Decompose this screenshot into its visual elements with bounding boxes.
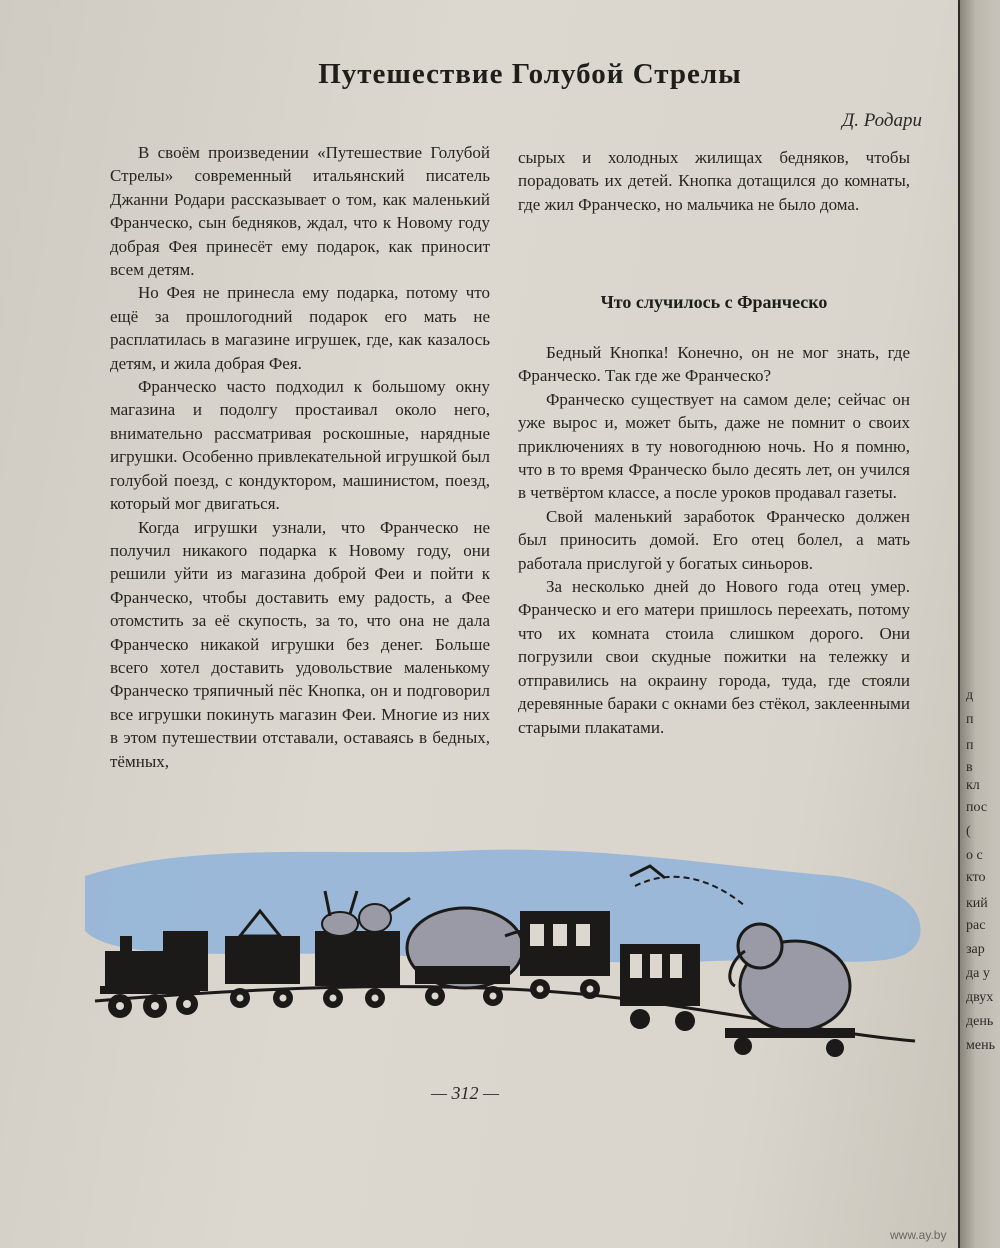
paragraph: В своём произведении «Путешествие Голубой Стрелы» современный итальянский писатель Джанни Родари рассказывает о том, как маленький Франческо, сын бедняков, ждал, что к Новому году добрая Фея принесёт ему подарок, как приносит всем детям.	[110, 143, 490, 280]
watermark: www.ay.by	[890, 1228, 947, 1242]
paragraph: Когда игрушки узнали, что Франческо не получил никакого подарка к Новому году, они решили уйти из магазина доброй Феи и пойти к Франческо, чтобы доставить ему радость, а Фее отомстить за её скупость, за то, что она не дала Франческо никакой игрушки без денег. Больше всего хотел доставить удовольствие маленькому Франческо тряпичный пёс Кнопка, он и подговорил все игрушки покинуть магазин Феи. Многие из них в этом путешествии отставали, оставаясь в бедных, тёмных,	[110, 517, 490, 771]
paragraph: Франческо часто подходил к большому окну магазина и подолгу простаивал около него, внимательно рассматривая роскошные, нарядные игрушки. Особенно привлекательной игрушкой был голубой поезд, с кондуктором, машинистом, поезд, который мог двигаться.	[110, 377, 490, 514]
paragraph: Бедный Кнопка! Конечно, он не мог знать, где Франческо. Так где же Франческо?	[518, 343, 910, 386]
page-fragment: п	[966, 712, 974, 727]
page-fragment: кто	[966, 870, 986, 885]
page-fragment: п	[966, 738, 974, 753]
adjacent-page-edge	[960, 0, 1000, 1248]
page-fragment: двух	[966, 990, 994, 1005]
page-fragment: д	[966, 688, 974, 703]
wagon-icon	[520, 911, 610, 999]
paragraph: Но Фея не принесла ему подарка, потому что ещё за прошлогодний подарок его мать не расплатилась в магазине игрушек, где, как казалось детям, и жила добрая Фея.	[110, 283, 490, 373]
paragraph: сырых и холодных жилищах бедняков, чтобы порадовать их детей. Кнопка дотащился до комнаты, где жил Франческо, но мальчика не было дома.	[518, 148, 910, 214]
toy-train-illustration	[75, 836, 935, 1086]
page-fragment: зар	[966, 942, 985, 957]
page-number: — 312 —	[430, 1083, 499, 1103]
page-fragment: день	[966, 1014, 994, 1029]
paragraph: За несколько дней до Нового года отец умер. Франческо и его матери пришлось переехать, потому что их комната стоила слишком дорого. Они погрузили свои скудные пожитки на тележку и отправились на окраину города, туда, где стояли деревянные бараки с окнами без стёкол, заклеенными старыми плакатами.	[518, 577, 910, 737]
page-fragment: рас	[966, 918, 986, 933]
page-fragment: кл	[966, 778, 980, 793]
page-fragment: пос	[966, 800, 988, 815]
page-title: Путешествие Голубой Стрелы	[318, 58, 742, 90]
paragraph: Франческо существует на самом деле; сейчас он уже вырос и, может быть, даже не помнит о своих приключениях в ту новогоднюю ночь. Но я помню, что в то время Франческо было десять лет, он учился в четвёртом классе, а после уроков продавал газеты.	[518, 389, 910, 503]
right-column	[518, 341, 910, 739]
animal-toys-icon	[315, 891, 410, 1008]
section-heading: Что случилось с Франческо	[600, 292, 828, 312]
right-column-continuation	[518, 146, 910, 216]
page-fragment: о с	[966, 848, 983, 863]
page-fragment: (	[966, 824, 971, 839]
page-fragment: в	[966, 760, 973, 775]
author-name: Д. Родари	[842, 110, 922, 131]
page-fragment: да у	[966, 966, 990, 981]
paragraph: Свой маленький заработок Франческо должен был приносить домой. Его отец болел, а мать работала прислугой у богатых синьоров.	[518, 506, 910, 573]
left-column	[110, 141, 490, 773]
page-fragment: кий	[966, 896, 988, 911]
page-fragment: мень	[966, 1038, 995, 1053]
